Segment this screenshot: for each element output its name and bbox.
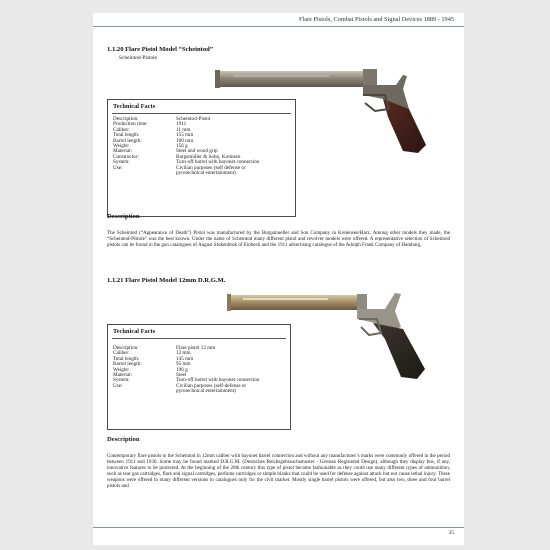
fact-key: Total length: xyxy=(113,132,140,139)
fact-key: Barrel length: xyxy=(113,361,142,368)
technical-facts-box-1 xyxy=(107,99,296,217)
footer-rule xyxy=(93,527,464,528)
running-header: Flare Pistols, Combat Pistols and Signal Devices 1889 - 1945 xyxy=(299,16,454,23)
fact-key: Weight: xyxy=(113,366,130,373)
fact-key: Description: xyxy=(113,116,139,122)
description-heading-2: Description xyxy=(107,436,140,443)
facts-title: Technical Facts xyxy=(113,103,156,110)
fact-key: Barrel length: xyxy=(113,137,142,144)
technical-facts-box-2 xyxy=(107,324,291,430)
header-rule xyxy=(93,26,464,27)
fact-value: 100 mm xyxy=(176,137,194,144)
description-text-1: The Scheintod (“Appearance of Death”) Pistol was manufactured by the Burgsmueller and Son Company in Kreiensen/Harz. Among other models they made, the “Scheintod-Pistole” was the best known. Under the name of Scheintod many different pistol and revolver models were offered. A representative selection of Scheintod pistols can be found in the gun catalogues of August Stukenbrok of Einbeck and the 1911 advertising catalogue of the Adolph Frank Company of Hamburg. xyxy=(107,230,450,249)
fact-value: Burgsmüller & Sohn, Kreinsen xyxy=(176,153,241,160)
fact-value: 95 mm xyxy=(176,361,191,368)
fact-key: Weight: xyxy=(113,143,130,150)
fact-key: Caliber: xyxy=(113,350,130,357)
fact-key: Production time: xyxy=(113,121,148,128)
fact-value: Civilian purposes (self-defense or xyxy=(176,382,247,389)
fact-value: 11 mm xyxy=(176,126,191,133)
fact-value: Civilian purposes (self defense or xyxy=(176,164,246,171)
fact-value: Scheintod-Pistol xyxy=(176,116,211,122)
section-subtitle: Scheintod-Pistole xyxy=(119,55,158,61)
fact-key xyxy=(113,171,176,176)
fact-key xyxy=(113,389,176,394)
fact-value: pyrotechnical entertainment) xyxy=(176,170,236,177)
fact-value: 145 mm xyxy=(176,355,194,362)
fact-value: 155 mm xyxy=(176,132,194,139)
fact-value: 196 g xyxy=(176,366,188,373)
fact-key: Total length: xyxy=(113,355,140,362)
fact-key: Material: xyxy=(113,372,133,379)
facts-table-2 xyxy=(113,346,259,395)
fact-key: System: xyxy=(113,377,130,384)
fact-key: Description: xyxy=(113,345,139,351)
section-title-1-1-20: 1.1.20 Flare Pistol Model “Scheintod” xyxy=(107,46,214,53)
fact-key: Use: xyxy=(113,164,123,171)
book-page xyxy=(93,13,464,545)
description-heading-1: Description xyxy=(107,213,140,220)
fact-key: Caliber: xyxy=(113,126,130,133)
fact-value: Turn-off barrel with bayonet connection xyxy=(176,377,260,384)
fact-value: Flare pistol 12 mm xyxy=(176,345,216,351)
section-title-1-1-21: 1.1.21 Flare Pistol Model 12mm D.R.G.M. xyxy=(107,277,226,284)
fact-key: Use: xyxy=(113,382,123,389)
facts-rule xyxy=(112,338,286,339)
facts-title: Technical Facts xyxy=(113,328,156,335)
facts-table-1 xyxy=(113,117,259,176)
description-text-2: Contemporary flare pistols to the Scheintod in 12mm caliber with bayonet barrel connection and without any manufacturer’s marks were commonly offered in the period between 1911 and 1930. Some may be found marked D.R.G.M. (Deutsches Reichsgebrauchsmuster - German Registered Design), although they display few, if any, innovative features to be protected. At the beginning of the 20th century this type of pistol became fashionable as they could use many different types of ammunition, such as tear gas cartridges, flare and signal cartridges, perfume cartridges or simple blanks that could be used for defense against attack but not cause lethal injury. These weapons were offered in many different versions in catalogues only for the civil market. Mostly single barrel pistols were offered, but also two, three and four barrel pistols and xyxy=(107,453,450,490)
fact-value: Turn-off barrel with bayonet connection xyxy=(176,159,260,166)
fact-value: pyrotechnical entertainment) xyxy=(176,388,236,395)
fact-key: System: xyxy=(113,159,130,166)
fact-key: Constructor: xyxy=(113,153,139,160)
facts-rule xyxy=(112,113,291,114)
fact-value: 12 mm xyxy=(176,350,191,357)
page-number: 35 xyxy=(448,530,454,536)
fact-value: Steel xyxy=(176,372,187,379)
fact-value: 1911 xyxy=(176,121,187,128)
fact-key: Material: xyxy=(113,148,133,155)
fact-value: 156 g xyxy=(176,143,188,150)
fact-value: Steel and wood grip xyxy=(176,148,218,155)
